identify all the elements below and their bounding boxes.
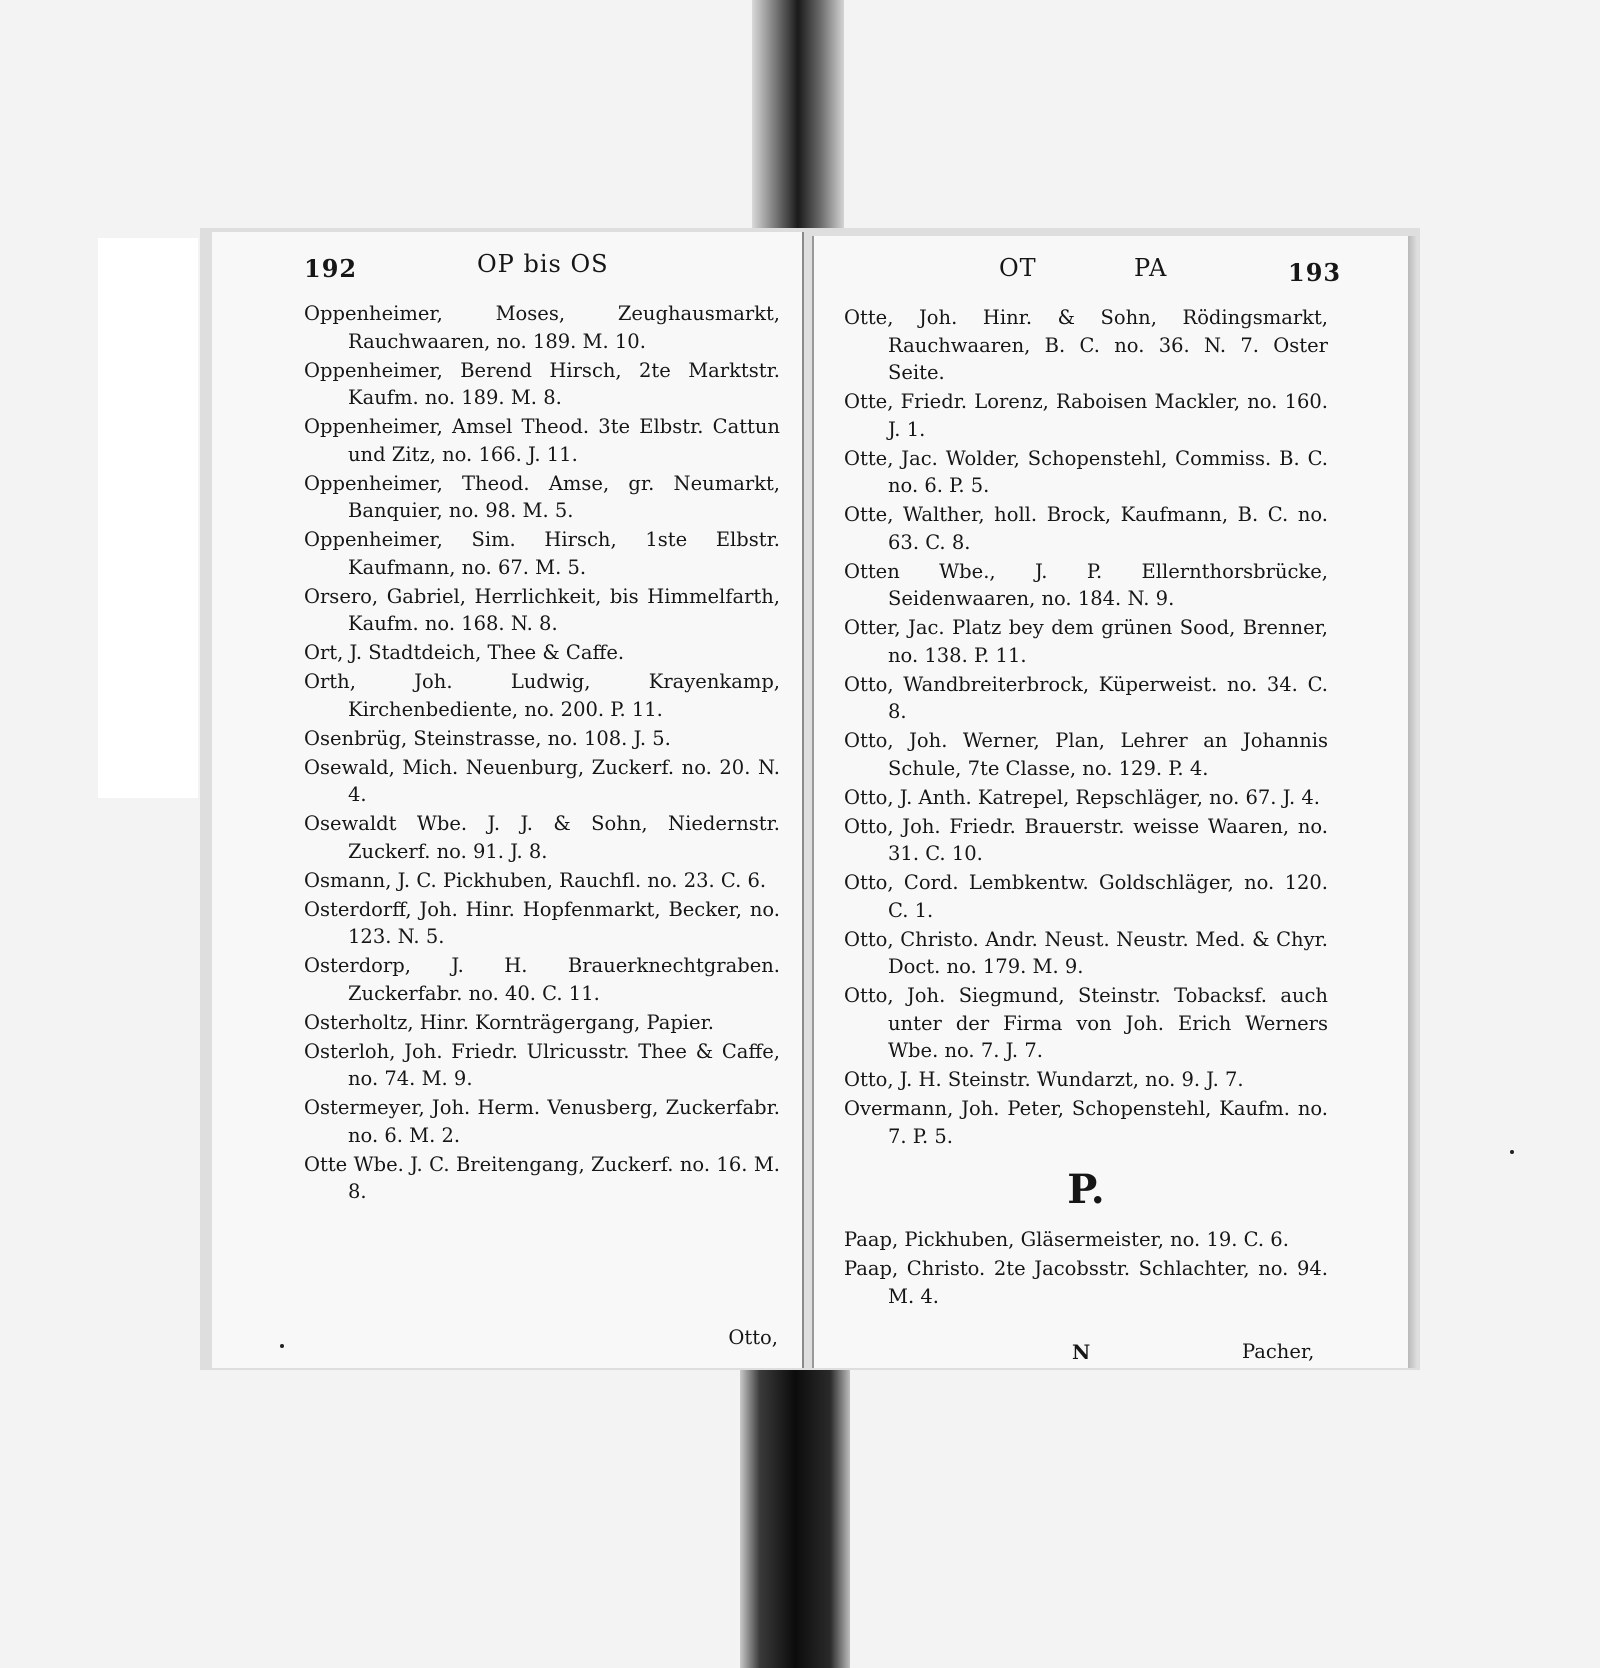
directory-entry: Osewald, Mich. Neuenburg, Zuckerf. no. 20. N. 4. xyxy=(304,755,780,806)
directory-entry: Otte, Joh. Hinr. & Sohn, Rödingsmarkt, Rauchwaaren, B. C. no. 36. N. 7. Oster Seite. xyxy=(844,306,1328,384)
directory-entry: Orth, Joh. Ludwig, Krayenkamp, Kirchenbediente, no. 200. P. 11. xyxy=(304,670,780,721)
right-head-code-right: PA xyxy=(1134,254,1168,282)
directory-entry: Otte, Friedr. Lorenz, Raboisen Mackler, no. 160. J. 1. xyxy=(844,390,1328,441)
directory-entry: Otto, Joh. Werner, Plan, Lehrer an Johannis Schule, 7te Classe, no. 129. P. 4. xyxy=(844,729,1328,780)
left-catchword: Otto, xyxy=(728,1326,778,1349)
right-entry-list xyxy=(844,304,1328,1150)
section-p-entry-list xyxy=(844,1226,1328,1310)
directory-entry: Otto, Joh. Siegmund, Steinstr. Tobacksf. auch unter der Firma von Joh. Erich Werners Wbe. no. 7. J. 7. xyxy=(844,984,1328,1062)
directory-entry: Oppenheimer, Amsel Theod. 3te Elbstr. Cattun und Zitz, no. 166. J. 11. xyxy=(304,415,780,466)
left-running-head: OP bis OS xyxy=(477,250,609,278)
directory-entry: Otter, Jac. Platz bey dem grünen Sood, Brenner, no. 138. P. 11. xyxy=(844,616,1328,667)
right-head-code-left: OT xyxy=(999,254,1037,282)
directory-entry: Otto, J. H. Steinstr. Wundarzt, no. 9. J. 7. xyxy=(844,1068,1244,1091)
directory-entry: Otte, Walther, holl. Brock, Kaufmann, B. C. no. 63. C. 8. xyxy=(844,503,1328,554)
directory-entry: Oppenheimer, Sim. Hirsch, 1ste Elbstr. Kaufmann, no. 67. M. 5. xyxy=(304,528,780,579)
left-page-number: 192 xyxy=(304,254,358,283)
right-page-header xyxy=(814,254,1410,294)
directory-entry: Osewaldt Wbe. J. J. & Sohn, Niedernstr. Zuckerf. no. 91. J. 8. xyxy=(304,812,780,863)
label-tab xyxy=(98,238,198,798)
page-edge xyxy=(1408,236,1418,1368)
directory-entry: Overmann, Joh. Peter, Schopenstehl, Kaufm. no. 7. P. 5. xyxy=(844,1097,1328,1148)
directory-entry: Osterloh, Joh. Friedr. Ulricusstr. Thee & Caffe, no. 74. M. 9. xyxy=(304,1039,780,1090)
directory-entry: Osterdorff, Joh. Hinr. Hopfenmarkt, Becker, no. 123. N. 5. xyxy=(304,897,780,948)
directory-entry: Otte Wbe. J. C. Breitengang, Zuckerf. no. 16. M. 8. xyxy=(304,1152,780,1203)
binding-spine-bottom xyxy=(740,1360,850,1668)
directory-entry: Orsero, Gabriel, Herrlichkeit, bis Himmelfarth, Kaufm. no. 168. N. 8. xyxy=(304,584,780,635)
directory-entry: Otto, Christo. Andr. Neust. Neustr. Med. & Chyr. Doct. no. 179. M. 9. xyxy=(844,927,1328,978)
directory-entry: Otto, Cord. Lembkentw. Goldschläger, no. 120. C. 1. xyxy=(844,871,1328,922)
directory-entry: Ort, J. Stadtdeich, Thee & Caffe. xyxy=(304,641,625,664)
left-page-header xyxy=(212,250,802,290)
right-page xyxy=(812,236,1410,1368)
directory-entry: Osterholtz, Hinr. Kornträgergang, Papier. xyxy=(304,1010,714,1034)
soil-speck xyxy=(1510,1150,1514,1154)
directory-entry: Oppenheimer, Theod. Amse, gr. Neumarkt, Banquier, no. 98. M. 5. xyxy=(304,471,780,522)
directory-entry: Paap, Christo. 2te Jacobsstr. Schlachter, no. 94. M. 4. xyxy=(844,1257,1328,1308)
directory-entry: Osterdorp, J. H. Brauerknechtgraben. Zuckerfabr. no. 40. C. 11. xyxy=(304,954,780,1005)
directory-entry: Oppenheimer, Moses, Zeughausmarkt, Rauchwaaren, no. 189. M. 10. xyxy=(304,302,780,353)
directory-entry: Otten Wbe., J. P. Ellernthorsbrücke, Seidenwaaren, no. 184. N. 9. xyxy=(844,559,1328,610)
right-page-number: 193 xyxy=(1288,258,1342,287)
soil-speck xyxy=(280,1344,284,1348)
left-page xyxy=(212,232,804,1368)
directory-entry: Otto, J. Anth. Katrepel, Repschläger, no. 67. J. 4. xyxy=(844,785,1320,809)
directory-entry: Osmann, J. C. Pickhuben, Rauchfl. no. 23. C. 6. xyxy=(304,868,767,892)
directory-entry: Otto, Joh. Friedr. Brauerstr. weisse Waaren, no. 31. C. 10. xyxy=(844,814,1328,865)
signature-mark: N xyxy=(1072,1340,1091,1364)
directory-entry: Paap, Pickhuben, Gläsermeister, no. 19. C. 6. xyxy=(844,1228,1289,1251)
directory-entry: Otte, Jac. Wolder, Schopenstehl, Commiss. B. C. no. 6. P. 5. xyxy=(844,446,1328,497)
directory-entry: Otto, Wandbreiterbrock, Küperweist. no. 34. C. 8. xyxy=(844,672,1328,723)
directory-entry: Osenbrüg, Steinstrasse, no. 108. J. 5. xyxy=(304,726,671,750)
left-entry-list xyxy=(304,300,780,1207)
directory-entry: Ostermeyer, Joh. Herm. Venusberg, Zuckerfabr. no. 6. M. 2. xyxy=(304,1096,780,1147)
right-catchword: Pacher, xyxy=(1242,1340,1315,1363)
directory-entry: Oppenheimer, Berend Hirsch, 2te Marktstr. Kaufm. no. 189. M. 8. xyxy=(304,358,780,409)
binding-spine-top xyxy=(752,0,844,240)
right-entry-area xyxy=(844,304,1328,1312)
section-letter: P. xyxy=(1067,1166,1105,1213)
